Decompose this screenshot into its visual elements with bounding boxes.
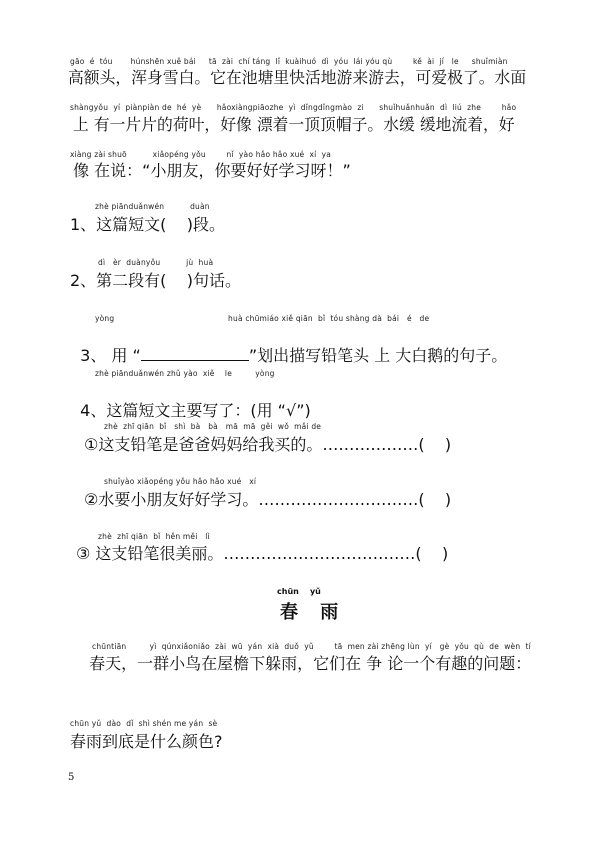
question-4-line [70,381,311,421]
question-1-text: 1、这篇短文( )段。 [70,215,226,234]
question-1-pinyin: zhè piānduǎnwén duàn [95,202,210,211]
option-2-text: ②水要小朋友好好学习。…………………………( ) [84,490,452,509]
story-line-2-text: 春雨到底是什么颜色? [70,732,223,751]
question-4-text-after: ”) [296,401,311,420]
passage-line-1-text: 高额头，浑身雪白。它在池塘里快活地游来游去，可爱极了。水面 [68,68,527,87]
passage-line-2-pinyin: shàngyǒu yí piànpiàn de hé yè hǎoxiàngpiāozhe yì dǐngdǐngmào zi shuǐhuǎnhuǎn dì liú zhe hǎo [70,103,517,112]
passage-line-1-pinyin: gāo é tóu húnshēn xuě bái tā zài chí táng lǐ kuàihuó dì yóu lái yóu qù kě ài jí le shuǐmiàn [70,57,508,66]
question-2-pinyin: dì èr duànyǒu jù huà [98,258,214,267]
story-line-2-pinyin: chūn yǔ dào dǐ shì shén me yán sè [70,719,218,728]
passage-line-3-text: 像 在说：“小朋友，你要好好学习呀！” [68,161,351,180]
option-1-text: ①这支铅笔是爸爸妈妈给我买的。………………( ) [84,435,452,454]
story-line-1-pinyin: chūntiān yì qúnxiǎoniǎo zài wū yán xià duǒ yǔ tā men zài zhēng lùn yí gè yǒu qù de wèn tí [92,642,531,651]
option-1-pinyin: zhè zhī qiān bǐ shì bà bà mā mā gěi wǒ mǎi de [104,422,322,431]
question-3-line [70,326,507,366]
question-4-text-before: 4、这篇短文主要写了：(用 “ [80,401,286,420]
option-3-text: ③ 这支铅笔很美丽。………………………………( ) [76,544,449,563]
passage-line-3-pinyin: xiàng zài shuō xiǎopéng yǒu nǐ yào hǎo hǎo xué xí ya [70,150,332,159]
question-2-text: 2、第二段有( )句话。 [70,271,242,290]
page-number: 5 [68,772,75,783]
section-title: 春 雨 [280,602,347,623]
option-2-pinyin: shuǐyào xiǎopéng yǒu hǎo hǎo xué xí [104,477,257,486]
story-line-1-text: 春天，一群小鸟在屋檐下躲雨，它们在 争 论一个有趣的问题： [84,654,532,673]
passage-line-2-text: 上 有一片片的荷叶，好像 漂着一顶顶帽子。水缓 缓地流着，好 [68,115,515,134]
question-3-text-after: ”划出描写铅笔头 上 大白鹅的句子。 [248,346,508,365]
section-title-pinyin: chūn yǔ [277,587,321,596]
question-3-text-before: 3、 用 “ [80,346,141,365]
option-3-pinyin: zhè zhī qiān bǐ hěn měi lì [98,532,210,541]
checkmark-icon: √ [285,401,297,420]
question-3-pinyin: yòng huà chūmiáo xiě qiān bǐ tóu shàng dà bái é de [95,314,430,323]
question-4-pinyin: zhè piānduǎnwén zhǔ yào xiě le yòng [95,369,275,378]
answer-blank[interactable] [141,346,249,361]
